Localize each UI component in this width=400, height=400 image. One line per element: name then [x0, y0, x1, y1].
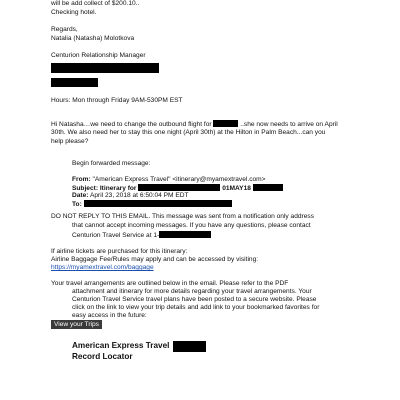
- redaction-inline: [213, 120, 238, 127]
- date-label: Date:: [72, 192, 89, 199]
- redaction-bar: [51, 63, 159, 73]
- arrangements-line: Your travel arrangements are outlined below in the email. Please refer to the PDF: [51, 280, 289, 287]
- date-line: [72, 192, 189, 200]
- arrangements-line: easy access in the future:: [72, 312, 147, 319]
- arrangements-line: click on the link to view your trip details and add link to your bookmarked favorites for: [72, 304, 320, 311]
- company-heading: [72, 341, 169, 351]
- to-label: To:: [72, 201, 82, 208]
- notice-text: Centurion Travel Service at 1-: [72, 232, 160, 239]
- record-locator-label: Record Locator: [72, 352, 133, 361]
- subject-suffix: 01MAY18: [222, 185, 251, 192]
- redaction-bar: [51, 78, 98, 87]
- request-line: help please?: [51, 138, 89, 145]
- baggage-link[interactable]: https://myamextravel.com/baggage: [51, 264, 154, 271]
- redaction-inline: [253, 184, 283, 191]
- notice-line: that cannot accept incoming messages. If you have any questions, please contact: [72, 222, 311, 229]
- request-text: ..she now needs to arrive on April: [240, 121, 338, 128]
- request-line: [51, 120, 338, 129]
- redaction-bar: [173, 341, 206, 352]
- redaction-inline: [159, 231, 211, 238]
- request-text: Hi Natasha…we need to change the outbound flight for: [51, 121, 212, 128]
- sender-title: Centurion Relationship Manager: [51, 52, 146, 59]
- baggage-line: If airline tickets are purchased for this itinerary:: [51, 248, 188, 255]
- from-label: From:: [72, 176, 91, 183]
- from-value: "American Express Travel" <itinerary@myamextravel.com>: [92, 176, 266, 183]
- arrangements-line: Centurion Travel Service travel plans have been posted to a secure website. Please: [72, 296, 317, 303]
- request-line: 30th. We also need her to stay this one night (April 30th) at the Hilton in Palm Beach...can you: [51, 129, 326, 136]
- subject-label: Subject: Itinerary for: [72, 185, 137, 192]
- forwarded-heading: Begin forwarded message:: [72, 160, 151, 167]
- notice-line: [72, 231, 211, 240]
- regards-text: Regards,: [51, 26, 78, 33]
- sender-name: Natalia (Natasha) Molotkova: [51, 35, 135, 42]
- from-line: [72, 176, 266, 184]
- notice-line: DO NOT REPLY TO THIS EMAIL. This message was sent from a notification only address: [51, 213, 315, 220]
- date-value: April 23, 2018 at 6:50:04 PM EDT: [89, 192, 189, 199]
- text-line: will be add collect of $200.10..: [51, 0, 140, 7]
- to-line: [72, 200, 232, 209]
- baggage-line: Airline Baggage Fee/Rules may apply and can be accessed by visiting:: [51, 256, 259, 263]
- view-trips-button[interactable]: View your Trips: [51, 320, 102, 329]
- text-line: Checking hotel.: [51, 9, 97, 16]
- hours-text: Hours: Mon through Friday 9AM-530PM EST: [51, 97, 183, 104]
- arrangements-line: attachment and itinerary for more details regarding your travel arrangements. Your: [72, 288, 312, 295]
- redaction-inline: [138, 184, 220, 191]
- company-name: American Express Travel: [72, 341, 170, 350]
- redaction-inline: [84, 200, 232, 207]
